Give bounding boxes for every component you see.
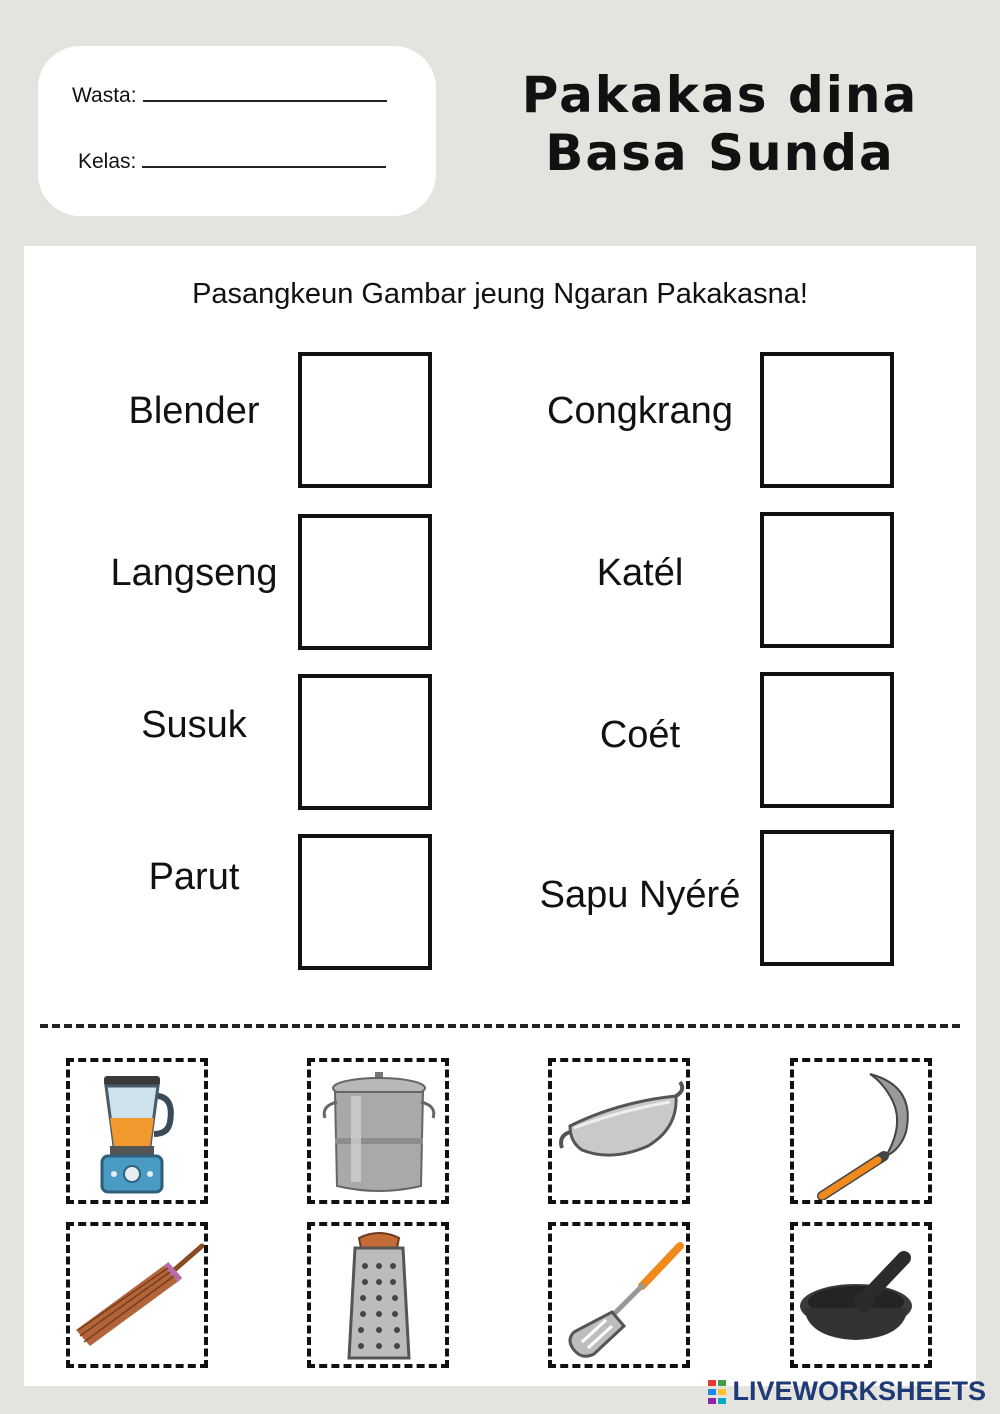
broom-icon	[70, 1226, 204, 1364]
word-langseng: Langseng	[110, 552, 278, 594]
picture-card-spatula[interactable]	[548, 1222, 690, 1368]
answer-box-congkrang[interactable]	[760, 352, 894, 488]
spatula-icon	[552, 1226, 686, 1364]
answer-box-coet[interactable]	[760, 672, 894, 808]
student-info-card	[38, 46, 436, 216]
word-congkrang: Congkrang	[547, 390, 733, 432]
class-field[interactable]	[78, 150, 386, 174]
mortar-icon	[794, 1226, 928, 1364]
liveworksheets-watermark	[708, 1376, 986, 1407]
word-sapu-nyere: Sapu Nyéré	[539, 874, 741, 916]
name-field[interactable]	[72, 84, 387, 108]
title-line-2: Basa Sunda	[545, 124, 895, 182]
name-line[interactable]	[143, 86, 387, 102]
answer-box-blender[interactable]	[298, 352, 432, 488]
word-blender: Blender	[128, 390, 260, 432]
answer-box-susuk[interactable]	[298, 674, 432, 810]
picture-card-blender[interactable]	[66, 1058, 208, 1204]
word-susuk: Susuk	[141, 704, 247, 746]
word-katel: Katél	[596, 552, 684, 594]
watermark-text: LIVEWORKSHEETS	[732, 1376, 986, 1406]
answer-box-sapu-nyere[interactable]	[760, 830, 894, 966]
answer-box-langseng[interactable]	[298, 514, 432, 650]
picture-card-sickle[interactable]	[790, 1058, 932, 1204]
picture-card-grater[interactable]	[307, 1222, 449, 1368]
worksheet	[24, 246, 976, 1386]
sickle-icon	[794, 1062, 928, 1200]
liveworksheets-logo-icon	[708, 1380, 728, 1404]
cut-line-divider	[40, 1024, 960, 1028]
picture-card-mortar[interactable]	[790, 1222, 932, 1368]
class-line[interactable]	[142, 152, 386, 168]
blender-icon	[70, 1062, 204, 1200]
picture-card-pot[interactable]	[307, 1058, 449, 1204]
word-parut: Parut	[148, 856, 240, 898]
picture-card-wok[interactable]	[548, 1058, 690, 1204]
wok-icon	[552, 1062, 686, 1200]
picture-card-broom[interactable]	[66, 1222, 208, 1368]
instruction-text: Pasangkeun Gambar jeung Ngaran Pakakasna!	[192, 278, 808, 310]
class-label: Kelas:	[78, 150, 137, 173]
answer-box-parut[interactable]	[298, 834, 432, 970]
answer-box-katel[interactable]	[760, 512, 894, 648]
pot-icon	[311, 1062, 445, 1200]
word-coet: Coét	[599, 714, 681, 756]
title-line-1: Pakakas dina	[521, 66, 919, 124]
page-title	[510, 66, 930, 182]
name-label: Wasta:	[72, 84, 137, 107]
grater-icon	[311, 1226, 445, 1364]
